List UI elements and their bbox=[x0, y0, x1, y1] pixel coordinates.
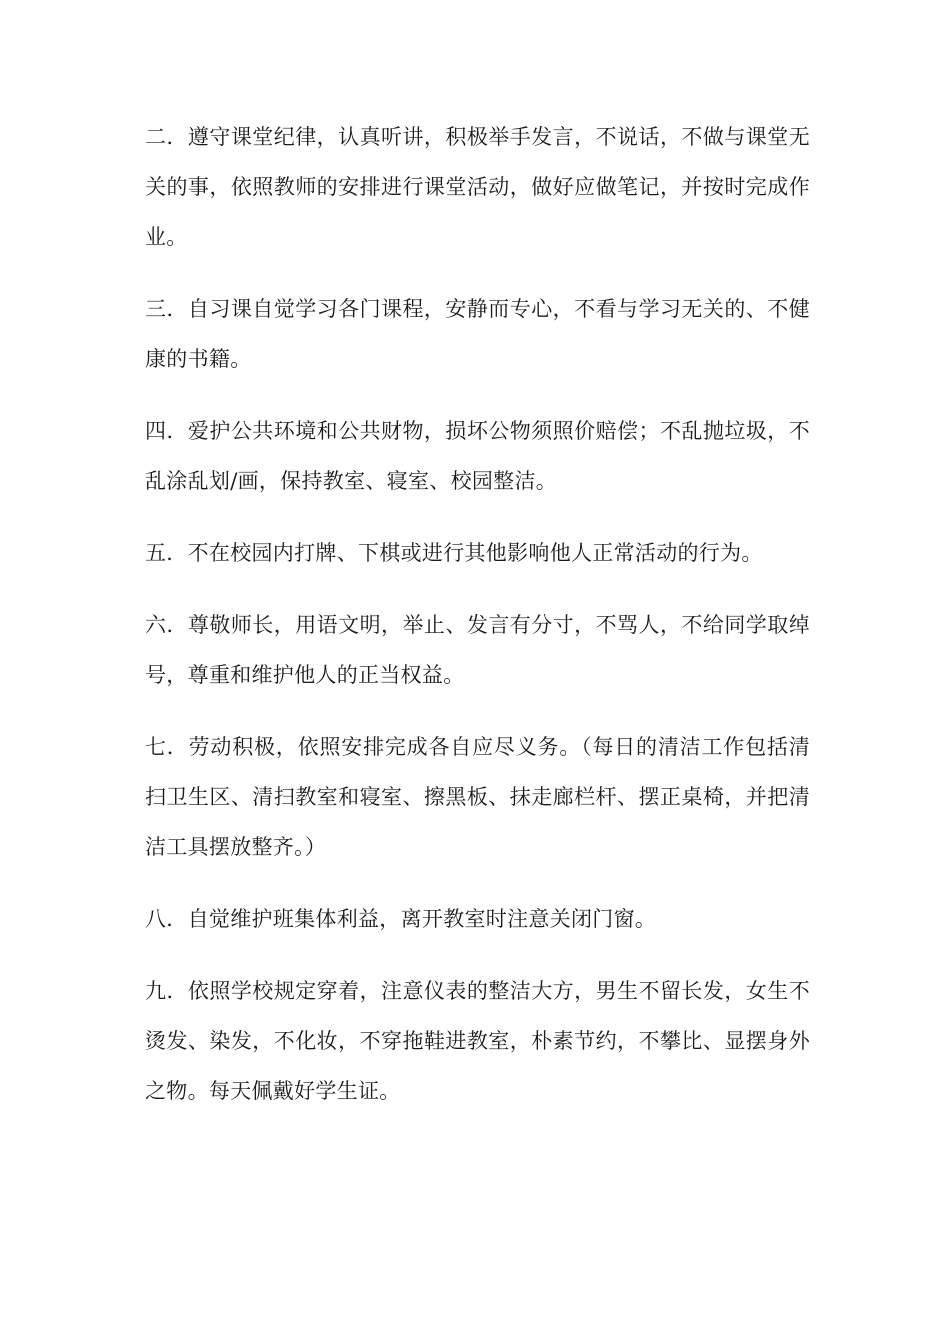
rule-item-3: 三．自习课自觉学习各门课程，安静而专心，不看与学习无关的、不健康的书籍。 bbox=[145, 297, 810, 371]
rule-item-5: 五．不在校园内打牌、下棋或进行其他影响他人正常活动的行为。 bbox=[145, 541, 763, 565]
rule-item-2: 二．遵守课堂纪律，认真听讲，积极举手发言，不说话，不做与课堂无关的事，依照教师的安排进行课堂活动，做好应做笔记，并按时完成作业。 bbox=[145, 125, 810, 249]
rule-item-6: 六．尊敬师长，用语文明，举止、发言有分寸，不骂人，不给同学取绰号，尊重和维护他人的正当权益。 bbox=[145, 613, 810, 687]
rule-item-4: 四．爱护公共环境和公共财物，损坏公物须照价赔偿；不乱抛垃圾，不乱涂乱划/画，保持教室、寝室、校园整洁。 bbox=[145, 419, 810, 493]
document-page bbox=[145, 112, 810, 1138]
rule-item-7: 七．劳动积极，依照安排完成各自应尽义务。（每日的清洁工作包括清扫卫生区、清扫教室和寝室、擦黑板、抹走廊栏杆、摆正桌椅，并把清洁工具摆放整齐。） bbox=[145, 735, 810, 859]
rule-item-8: 八．自觉维护班集体利益，离开教室时注意关闭门窗。 bbox=[145, 907, 657, 931]
rule-item-9: 九．依照学校规定穿着，注意仪表的整洁大方，男生不留长发，女生不烫发、染发，不化妆，不穿拖鞋进教室，朴素节约，不攀比、显摆身外之物。每天佩戴好学生证。 bbox=[145, 979, 810, 1103]
